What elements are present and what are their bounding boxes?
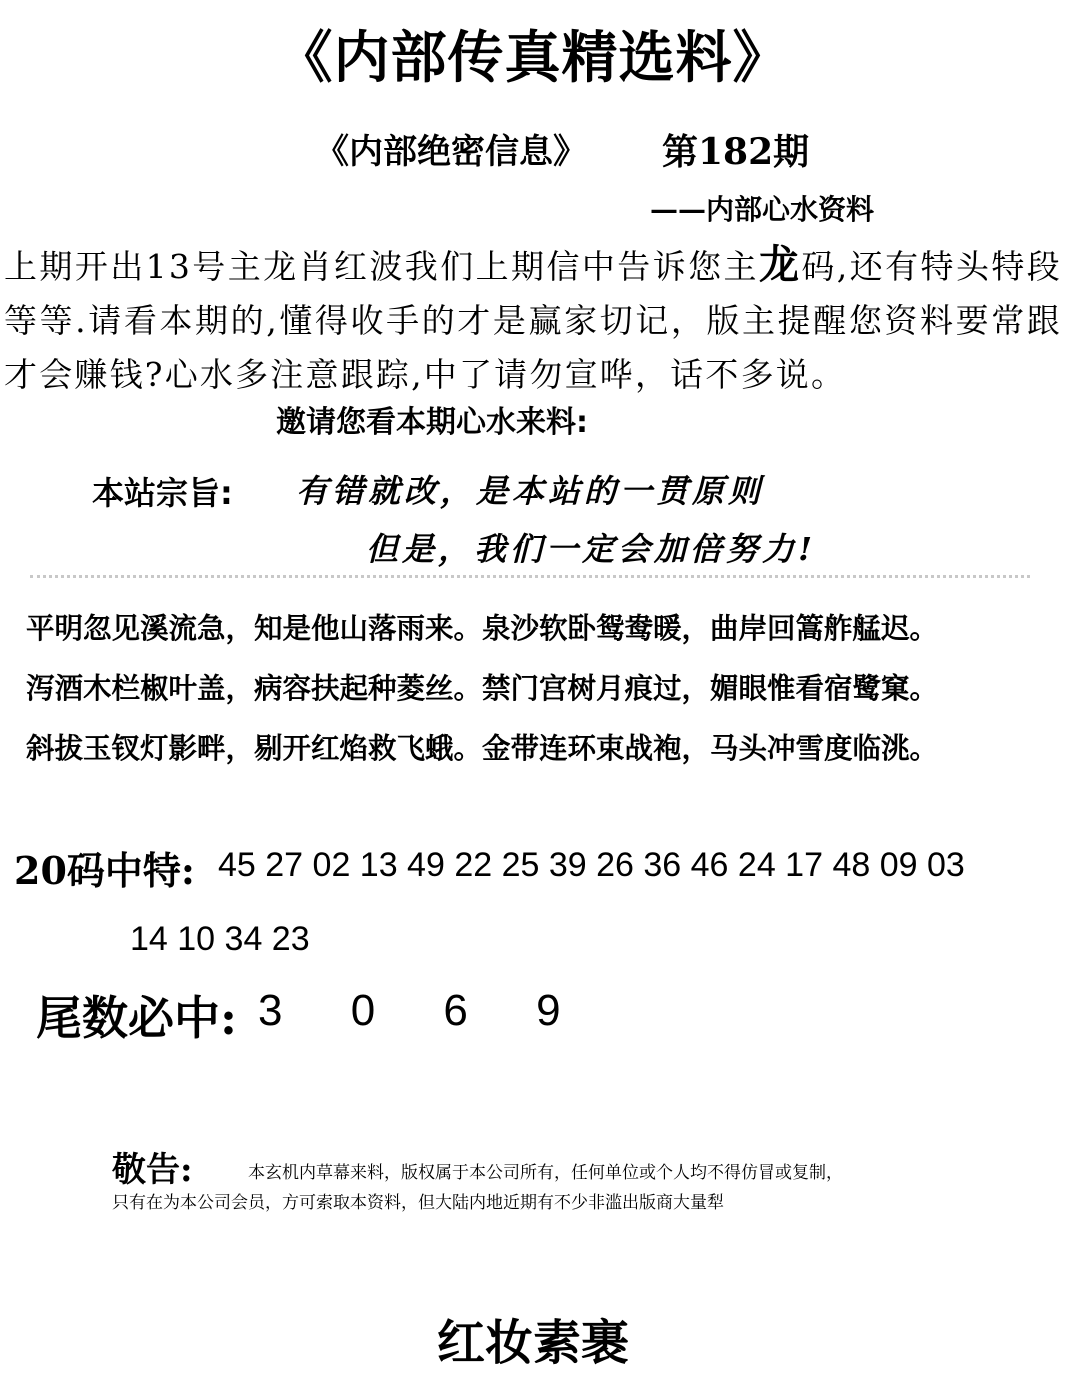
poem-line-2: 泻酒木栏椒叶盖，病容扶起种菱丝。禁门宫树月痕过，媚眼惟看宿鹭窠。 [26, 671, 939, 705]
sub-title: 《内部绝密信息》 [315, 132, 587, 172]
footer-title: 红妆素裹 [436, 1315, 629, 1371]
motto-label: 本站宗旨: [92, 474, 233, 512]
issue-number: 第182期 [662, 131, 810, 173]
invite-text: 邀请您看本期心水来料: [276, 405, 588, 440]
intro-text-part2: 码,还有特头特段等等.请看本期的,懂得收手的才是赢家切记，版主提醒您资料要常跟才会赚钱?心水多注意跟踪,中了请勿宣哗，话不多说。 [4, 247, 1062, 394]
special-numbers-line-2: 14 10 34 23 [130, 920, 310, 958]
dotted-divider [30, 575, 1030, 578]
notice-label: 敬告: [112, 1150, 193, 1190]
notice-line-1: 本玄机内草幕来料，版权属于本公司所有，任何单位或个人均不得仿冒或复制， [248, 1163, 843, 1183]
intro-paragraph [4, 238, 1062, 402]
notice-line-2: 只有在为本公司会员，方可索取本资料，但大陆内地近期有不少非滥出版商大量犁 [112, 1193, 724, 1213]
tail-numbers: 3 0 6 9 [258, 986, 589, 1035]
intro-text-part1: 上期开出13号主龙肖红波我们上期信中告诉您主 [4, 247, 759, 286]
special-label: 20码中特: [14, 848, 195, 893]
motto-line-1: 有错就改，是本站的一贯原则 [296, 472, 765, 510]
tail-label: 尾数必中: [36, 991, 237, 1045]
source-label: ——内部心水资料 [650, 193, 875, 226]
special-numbers-line-1: 45 27 02 13 49 22 25 39 26 36 46 24 17 48 09 03 [218, 846, 965, 884]
motto-line-2: 但是，我们一定会加倍努力! [366, 530, 817, 568]
poem-line-1: 平明忽见溪流急，知是他山落雨来。泉沙软卧鸳鸯暖，曲岸回篙舴艋迟。 [26, 611, 939, 645]
poem-line-3: 斜拔玉钗灯影畔，剔开红焰救飞蛾。金带连环束战袍，马头冲雪度临洮。 [26, 731, 939, 765]
main-title: 《内部传真精选料》 [276, 26, 790, 91]
intro-highlight: 龙 [758, 241, 802, 288]
